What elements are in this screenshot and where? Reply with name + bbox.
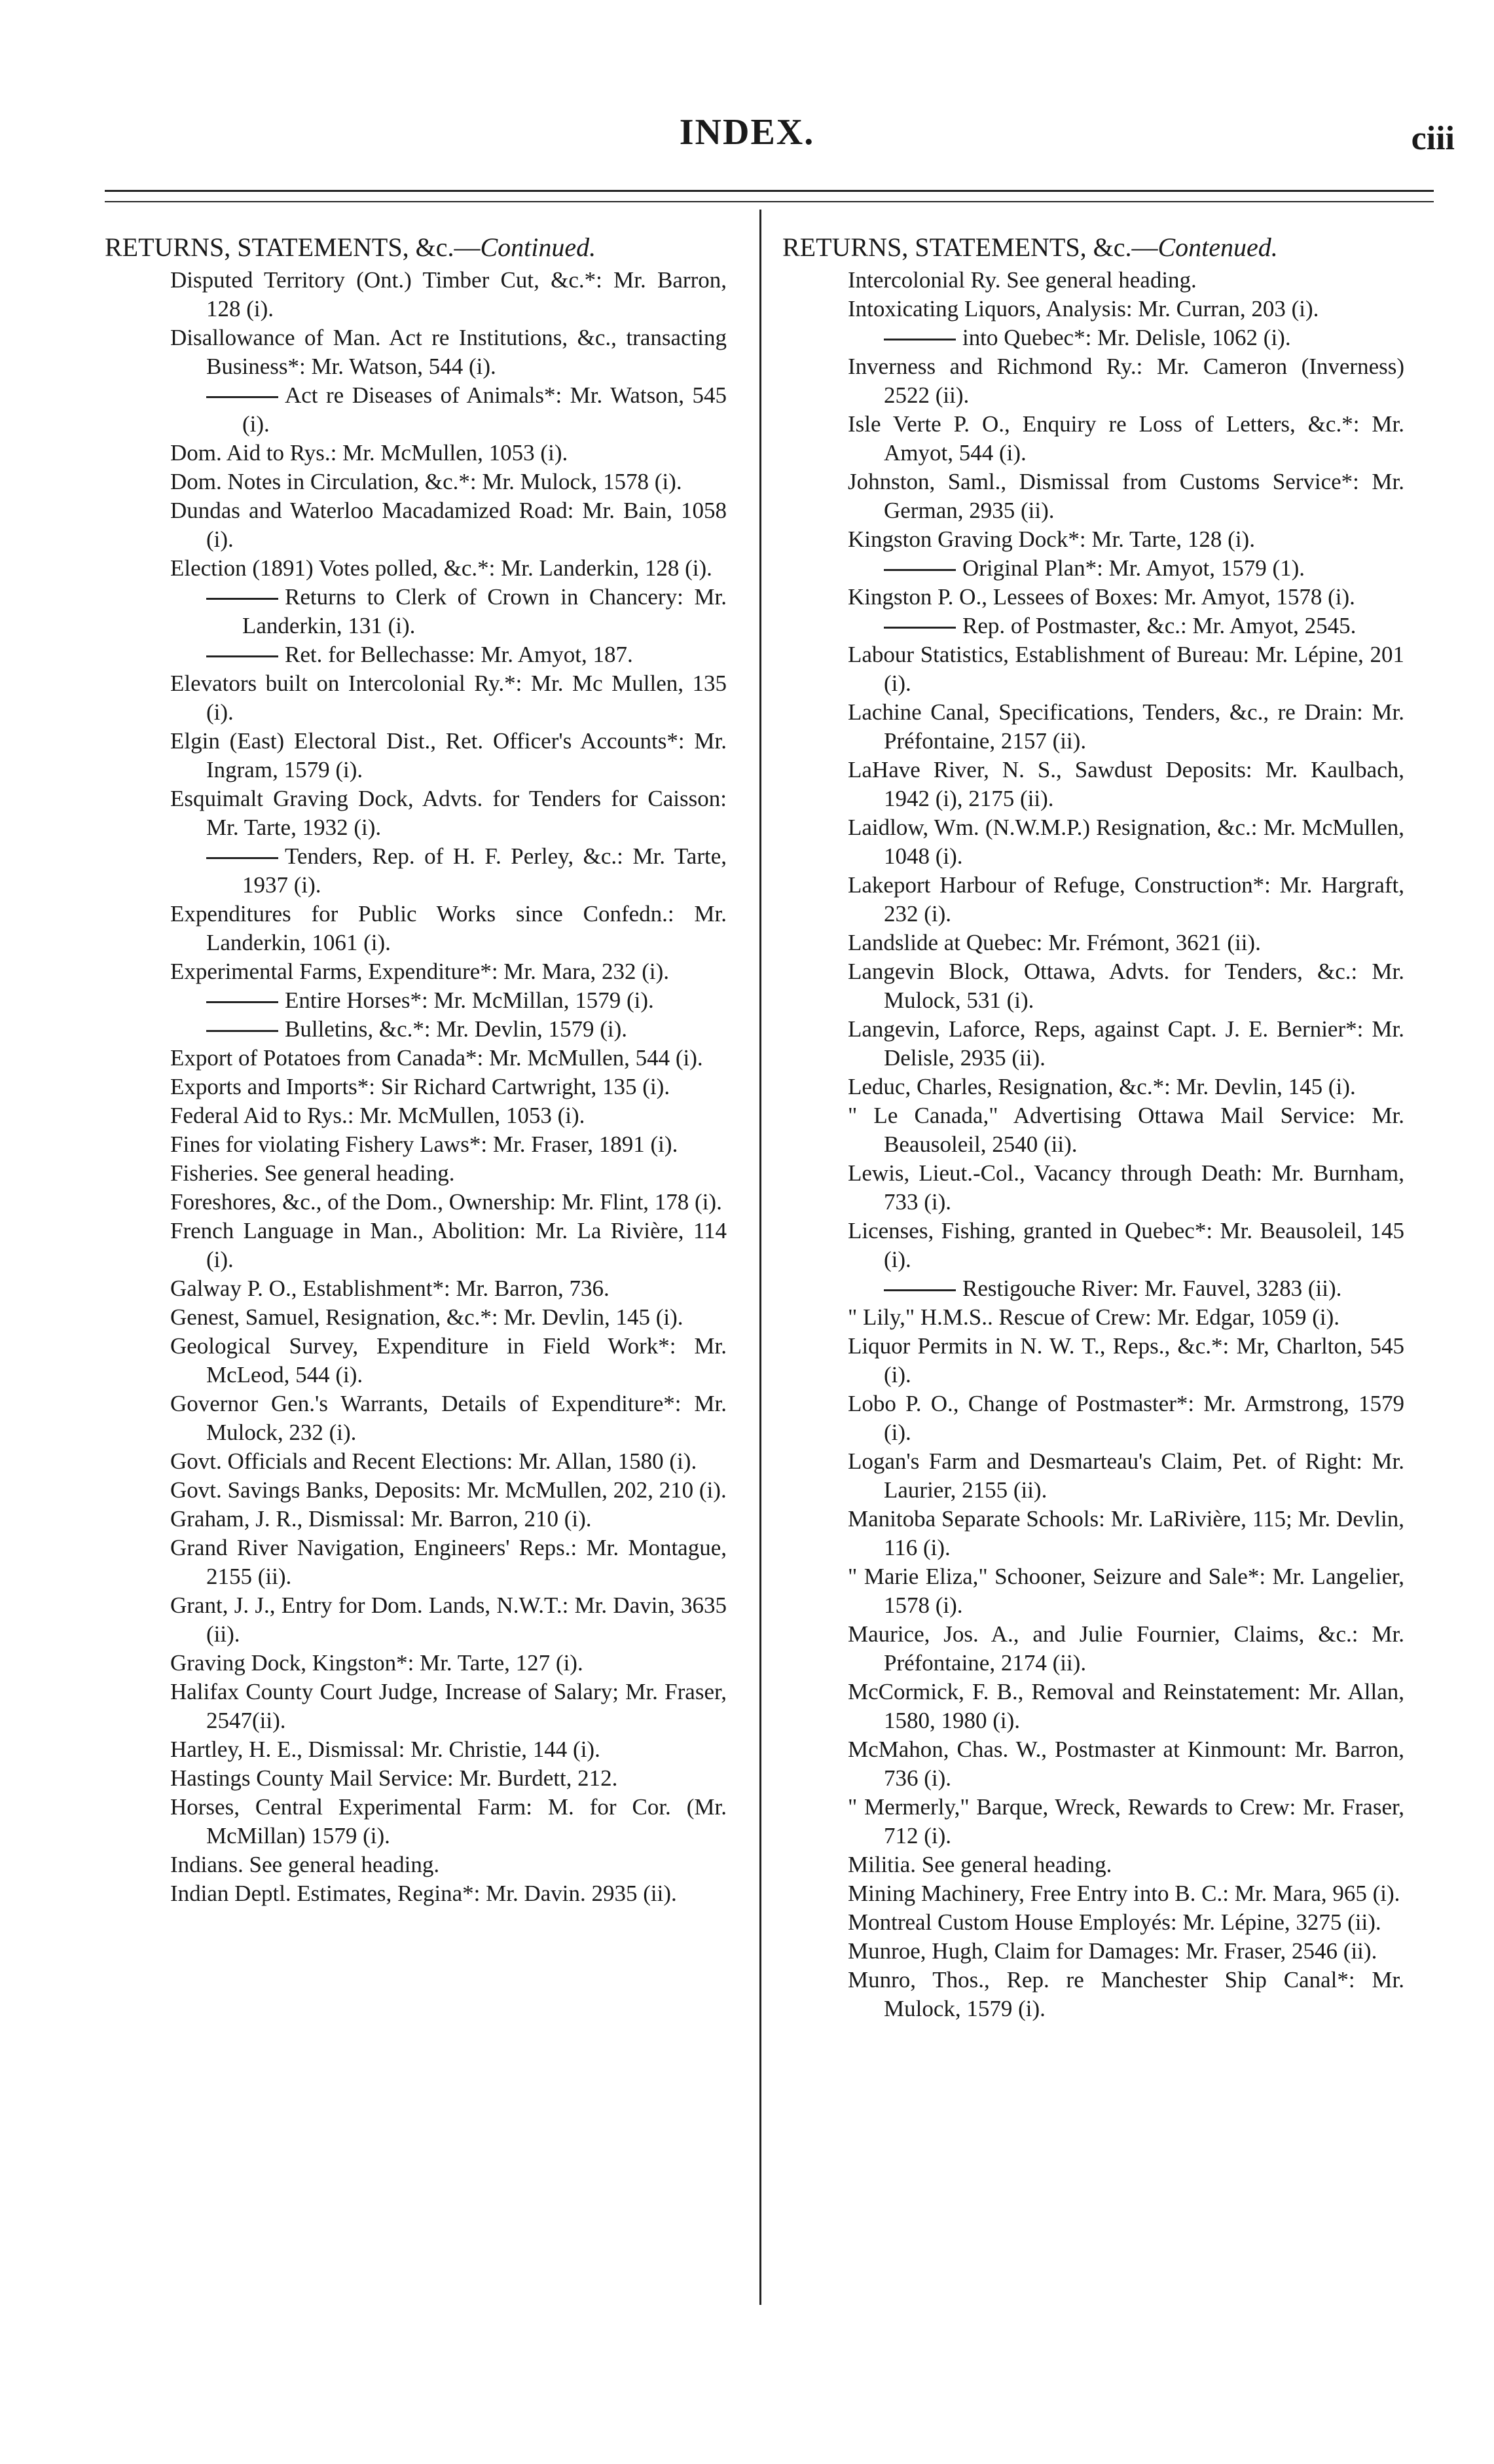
entry-text: Original Plan*: Mr. Amyot, 1579 (1).: [962, 555, 1305, 581]
entry-text: Graham, J. R., Dismissal: Mr. Barron, 210 (i).: [170, 1506, 592, 1532]
left-column: [105, 230, 727, 1908]
index-entry: [206, 986, 727, 1015]
index-entry: [170, 1274, 727, 1303]
ditto-dash: [206, 655, 278, 657]
index-entry: [170, 1591, 727, 1649]
entry-text: Fines for violating Fishery Laws*: Mr. Fraser, 1891 (i).: [170, 1131, 678, 1157]
index-entry: [170, 1447, 727, 1476]
index-entry: [848, 295, 1404, 323]
index-entry: [884, 323, 1404, 352]
index-entry: [170, 1101, 727, 1130]
index-entry: [170, 1850, 727, 1879]
index-entry: [170, 1188, 727, 1217]
index-entry: [170, 1217, 727, 1274]
entry-text: Experimental Farms, Expenditure*: Mr. Mara, 232 (i).: [170, 959, 670, 984]
index-entry: [170, 1332, 727, 1389]
index-entry: [170, 1793, 727, 1850]
index-entry: [170, 1303, 727, 1332]
index-entry: [170, 727, 727, 784]
entry-text: Isle Verte P. O., Enquiry re Loss of Letters, &c.*: Mr. Amyot, 544 (i).: [848, 411, 1404, 466]
index-entry: [848, 1389, 1404, 1447]
entry-list: [782, 266, 1404, 2023]
entry-text: Langevin Block, Ottawa, Advts. for Tenders, &c.: Mr. Mulock, 531 (i).: [848, 959, 1404, 1013]
entry-text: Disallowance of Man. Act re Institutions, &c., transacting Business*: Mr. Watson, 544 (i).: [170, 325, 727, 379]
section-heading: [105, 230, 727, 265]
entry-text: Militia. See general heading.: [848, 1852, 1112, 1877]
entry-text: Entire Horses*: Mr. McMillan, 1579 (i).: [285, 987, 654, 1013]
entry-text: Dom. Aid to Rys.: Mr. McMullen, 1053 (i).: [170, 440, 568, 466]
index-entry: [848, 352, 1404, 410]
index-entry: [206, 381, 727, 439]
index-entry: [170, 784, 727, 842]
entry-text: Johnston, Saml., Dismissal from Customs Service*: Mr. German, 2935 (ii).: [848, 469, 1404, 523]
index-entry: [884, 1274, 1404, 1303]
index-entry: [848, 1678, 1404, 1735]
section-heading: [782, 230, 1404, 265]
entry-text: Landslide at Quebec: Mr. Frémont, 3621 (ii).: [848, 930, 1261, 955]
entry-text: Munroe, Hugh, Claim for Damages: Mr. Fraser, 2546 (ii).: [848, 1938, 1377, 1964]
index-entry: [848, 1850, 1404, 1879]
index-entry: [848, 266, 1404, 295]
entry-text: Indians. See general heading.: [170, 1852, 440, 1877]
entry-text: Disputed Territory (Ont.) Timber Cut, &c.*: Mr. Barron, 128 (i).: [170, 267, 727, 322]
index-entry: [848, 1505, 1404, 1562]
index-entry: [848, 640, 1404, 698]
index-entry: [848, 1101, 1404, 1159]
entry-text: Liquor Permits in N. W. T., Reps., &c.*: Mr, Charlton, 545 (i).: [848, 1333, 1404, 1388]
ditto-dash: [206, 1001, 278, 1003]
index-entry: [848, 525, 1404, 554]
entry-text: Lewis, Lieut.-Col., Vacancy through Death: Mr. Burnham, 733 (i).: [848, 1160, 1404, 1215]
index-entry: [848, 1879, 1404, 1908]
index-entry: [848, 1159, 1404, 1217]
index-entry: [848, 1303, 1404, 1332]
entry-text: " Mermerly," Barque, Wreck, Rewards to Crew: Mr. Fraser, 712 (i).: [848, 1794, 1404, 1848]
right-column: [782, 230, 1404, 2023]
entry-text: Lobo P. O., Change of Postmaster*: Mr. Armstrong, 1579 (i).: [848, 1391, 1404, 1445]
index-entry: [848, 1015, 1404, 1073]
index-entry: [848, 1793, 1404, 1850]
entry-text: Federal Aid to Rys.: Mr. McMullen, 1053 (i).: [170, 1103, 585, 1128]
ditto-dash: [206, 857, 278, 859]
entry-text: Govt. Officials and Recent Elections: Mr. Allan, 1580 (i).: [170, 1448, 697, 1474]
index-entry: [170, 554, 727, 583]
entry-text: Lachine Canal, Specifications, Tenders, &c., re Drain: Mr. Préfontaine, 2157 (ii).: [848, 699, 1404, 754]
entry-text: Returns to Clerk of Crown in Chancery: Mr. Landerkin, 131 (i).: [242, 584, 727, 638]
index-entry: [848, 756, 1404, 813]
entry-text: Esquimalt Graving Dock, Advts. for Tenders for Caisson: Mr. Tarte, 1932 (i).: [170, 786, 727, 840]
index-entry: [848, 1447, 1404, 1505]
entry-text: McMahon, Chas. W., Postmaster at Kinmount: Mr. Barron, 736 (i).: [848, 1737, 1404, 1791]
section-heading-text: RETURNS, STATEMENTS, &c.—: [782, 232, 1158, 262]
entry-list: [105, 266, 727, 1908]
index-entry: [170, 900, 727, 957]
entry-text: Hastings County Mail Service: Mr. Burdett, 212.: [170, 1765, 618, 1791]
entry-text: Dundas and Waterloo Macadamized Road: Mr. Bain, 1058 (i).: [170, 498, 727, 552]
entry-text: Montreal Custom House Employés: Mr. Lépine, 3275 (ii).: [848, 1909, 1381, 1935]
section-continued: Contenued.: [1157, 232, 1278, 262]
index-entry: [170, 266, 727, 323]
entry-text: LaHave River, N. S., Sawdust Deposits: Mr. Kaulbach, 1942 (i), 2175 (ii).: [848, 757, 1404, 811]
entry-text: Rep. of Postmaster, &c.: Mr. Amyot, 2545.: [962, 613, 1357, 638]
entry-text: Indian Deptl. Estimates, Regina*: Mr. Davin. 2935 (ii).: [170, 1881, 677, 1906]
entry-text: Maurice, Jos. A., and Julie Fournier, Claims, &c.: Mr. Préfontaine, 2174 (ii).: [848, 1621, 1404, 1676]
index-entry: [848, 957, 1404, 1015]
entry-text: Exports and Imports*: Sir Richard Cartwright, 135 (i).: [170, 1074, 670, 1099]
ditto-dash: [884, 627, 956, 629]
entry-text: Govt. Savings Banks, Deposits: Mr. McMullen, 202, 210 (i).: [170, 1477, 727, 1503]
entry-text: Laidlow, Wm. (N.W.M.P.) Resignation, &c.: Mr. McMullen, 1048 (i).: [848, 815, 1404, 869]
entry-text: Election (1891) Votes polled, &c.*: Mr. Landerkin, 128 (i).: [170, 555, 712, 581]
entry-text: Graving Dock, Kingston*: Mr. Tarte, 127 (i).: [170, 1650, 583, 1676]
entry-text: Inverness and Richmond Ry.: Mr. Cameron (Inverness) 2522 (ii).: [848, 354, 1404, 408]
ditto-dash: [884, 339, 956, 340]
index-entry: [848, 468, 1404, 525]
index-entry: [170, 468, 727, 496]
entry-text: Governor Gen.'s Warrants, Details of Expenditure*: Mr. Mulock, 232 (i).: [170, 1391, 727, 1445]
index-entry: [170, 669, 727, 727]
entry-text: Grand River Navigation, Engineers' Reps.: Mr. Montague, 2155 (ii).: [170, 1535, 727, 1589]
index-entry: [848, 813, 1404, 871]
entry-text: Intercolonial Ry. See general heading.: [848, 267, 1197, 293]
ditto-dash: [206, 598, 278, 600]
index-entry: [848, 1908, 1404, 1937]
page-header: [0, 111, 1494, 183]
entry-text: " Marie Eliza," Schooner, Seizure and Sale*: Mr. Langelier, 1578 (i).: [848, 1564, 1404, 1618]
index-entry: [170, 1649, 727, 1678]
index-entry: [848, 1562, 1404, 1620]
entry-text: Act re Diseases of Animals*: Mr. Watson, 545 (i).: [242, 382, 727, 437]
entry-text: Halifax County Court Judge, Increase of Salary; Mr. Fraser, 2547(ii).: [170, 1679, 727, 1733]
index-entry: [206, 1015, 727, 1044]
ditto-dash: [884, 569, 956, 571]
index-entry: [206, 640, 727, 669]
index-entry: [848, 1966, 1404, 2023]
index-entry: [170, 1764, 727, 1793]
entry-text: Elevators built on Intercolonial Ry.*: Mr. Mc Mullen, 135 (i).: [170, 671, 727, 725]
entry-text: Genest, Samuel, Resignation, &c.*: Mr. Devlin, 145 (i).: [170, 1304, 683, 1330]
index-entry: [170, 1678, 727, 1735]
index-entry: [848, 1073, 1404, 1101]
entry-text: Kingston Graving Dock*: Mr. Tarte, 128 (i).: [848, 526, 1255, 552]
index-entry: [848, 698, 1404, 756]
index-entry: [170, 439, 727, 468]
entry-text: Munro, Thos., Rep. re Manchester Ship Canal*: Mr. Mulock, 1579 (i).: [848, 1967, 1404, 2021]
index-entry: [170, 957, 727, 986]
entry-text: Elgin (East) Electoral Dist., Ret. Officer's Accounts*: Mr. Ingram, 1579 (i).: [170, 728, 727, 782]
index-entry: [884, 554, 1404, 583]
index-entry: [170, 1073, 727, 1101]
index-entry: [170, 1534, 727, 1591]
entry-text: Langevin, Laforce, Reps, against Capt. J. E. Bernier*: Mr. Delisle, 2935 (ii).: [848, 1016, 1404, 1071]
entry-text: Restigouche River: Mr. Fauvel, 3283 (ii).: [962, 1276, 1342, 1301]
index-entry: [848, 1332, 1404, 1389]
entry-text: " Le Canada," Advertising Ottawa Mail Service: Mr. Beausoleil, 2540 (ii).: [848, 1103, 1404, 1157]
index-entry: [848, 1735, 1404, 1793]
index-entry: [170, 496, 727, 554]
entry-text: Manitoba Separate Schools: Mr. LaRivière, 115; Mr. Devlin, 116 (i).: [848, 1506, 1404, 1560]
index-entry: [170, 1879, 727, 1908]
index-entry: [848, 410, 1404, 468]
entry-text: French Language in Man., Abolition: Mr. La Rivière, 114 (i).: [170, 1218, 727, 1272]
index-entry: [170, 1735, 727, 1764]
entry-text: Dom. Notes in Circulation, &c.*: Mr. Mulock, 1578 (i).: [170, 469, 682, 494]
entry-text: Kingston P. O., Lessees of Boxes: Mr. Amyot, 1578 (i).: [848, 584, 1355, 610]
entry-text: Fisheries. See general heading.: [170, 1160, 455, 1186]
index-entry: [206, 842, 727, 900]
entry-text: Hartley, H. E., Dismissal: Mr. Christie, 144 (i).: [170, 1737, 600, 1762]
index-entry: [170, 1159, 727, 1188]
index-entry: [170, 1505, 727, 1534]
entry-text: Mining Machinery, Free Entry into B. C.: Mr. Mara, 965 (i).: [848, 1881, 1400, 1906]
entry-text: Horses, Central Experimental Farm: M. for Cor. (Mr. McMillan) 1579 (i).: [170, 1794, 727, 1848]
entry-text: McCormick, F. B., Removal and Reinstatement: Mr. Allan, 1580, 1980 (i).: [848, 1679, 1404, 1733]
ditto-dash: [206, 396, 278, 398]
entry-text: Grant, J. J., Entry for Dom. Lands, N.W.T.: Mr. Davin, 3635 (ii).: [170, 1592, 727, 1647]
header-rule: [105, 190, 1434, 202]
entry-text: Export of Potatoes from Canada*: Mr. McMullen, 544 (i).: [170, 1045, 703, 1071]
index-entry: [848, 929, 1404, 957]
entry-text: Licenses, Fishing, granted in Quebec*: Mr. Beausoleil, 145 (i).: [848, 1218, 1404, 1272]
index-entry: [848, 871, 1404, 929]
section-continued: Continued.: [480, 232, 596, 262]
running-title: INDEX.: [679, 112, 815, 153]
index-entry: [848, 1217, 1404, 1274]
entry-text: Bulletins, &c.*: Mr. Devlin, 1579 (i).: [285, 1016, 628, 1042]
index-entry: [848, 1620, 1404, 1678]
column-divider: [759, 210, 761, 2305]
page-number: ciii: [1411, 120, 1455, 157]
entry-text: Geological Survey, Expenditure in Field Work*: Mr. McLeod, 544 (i).: [170, 1333, 727, 1388]
index-entry: [206, 583, 727, 640]
index-entry: [170, 1130, 727, 1159]
index-entry: [848, 583, 1404, 612]
ditto-dash: [206, 1030, 278, 1032]
ditto-dash: [884, 1289, 956, 1291]
entry-text: Expenditures for Public Works since Confedn.: Mr. Landerkin, 1061 (i).: [170, 901, 727, 955]
index-entry: [170, 1044, 727, 1073]
entry-text: Labour Statistics, Establishment of Bureau: Mr. Lépine, 201 (i).: [848, 642, 1404, 696]
index-entry: [848, 1937, 1404, 1966]
section-heading-text: RETURNS, STATEMENTS, &c.—: [105, 232, 481, 262]
entry-text: into Quebec*: Mr. Delisle, 1062 (i).: [962, 325, 1291, 350]
entry-text: Intoxicating Liquors, Analysis: Mr. Curran, 203 (i).: [848, 296, 1319, 322]
entry-text: Logan's Farm and Desmarteau's Claim, Pet. of Right: Mr. Laurier, 2155 (ii).: [848, 1448, 1404, 1503]
entry-text: " Lily," H.M.S.. Rescue of Crew: Mr. Edgar, 1059 (i).: [848, 1304, 1340, 1330]
entry-text: Foreshores, &c., of the Dom., Ownership: Mr. Flint, 178 (i).: [170, 1189, 722, 1215]
entry-text: Tenders, Rep. of H. F. Perley, &c.: Mr. Tarte, 1937 (i).: [242, 843, 727, 898]
entry-text: Lakeport Harbour of Refuge, Construction*: Mr. Hargraft, 232 (i).: [848, 872, 1404, 927]
index-entry: [170, 1389, 727, 1447]
entry-text: Ret. for Bellechasse: Mr. Amyot, 187.: [285, 642, 633, 667]
entry-text: Galway P. O., Establishment*: Mr. Barron, 736.: [170, 1276, 610, 1301]
index-entry: [884, 612, 1404, 640]
index-entry: [170, 323, 727, 381]
entry-text: Leduc, Charles, Resignation, &c.*: Mr. Devlin, 145 (i).: [848, 1074, 1356, 1099]
index-entry: [170, 1476, 727, 1505]
